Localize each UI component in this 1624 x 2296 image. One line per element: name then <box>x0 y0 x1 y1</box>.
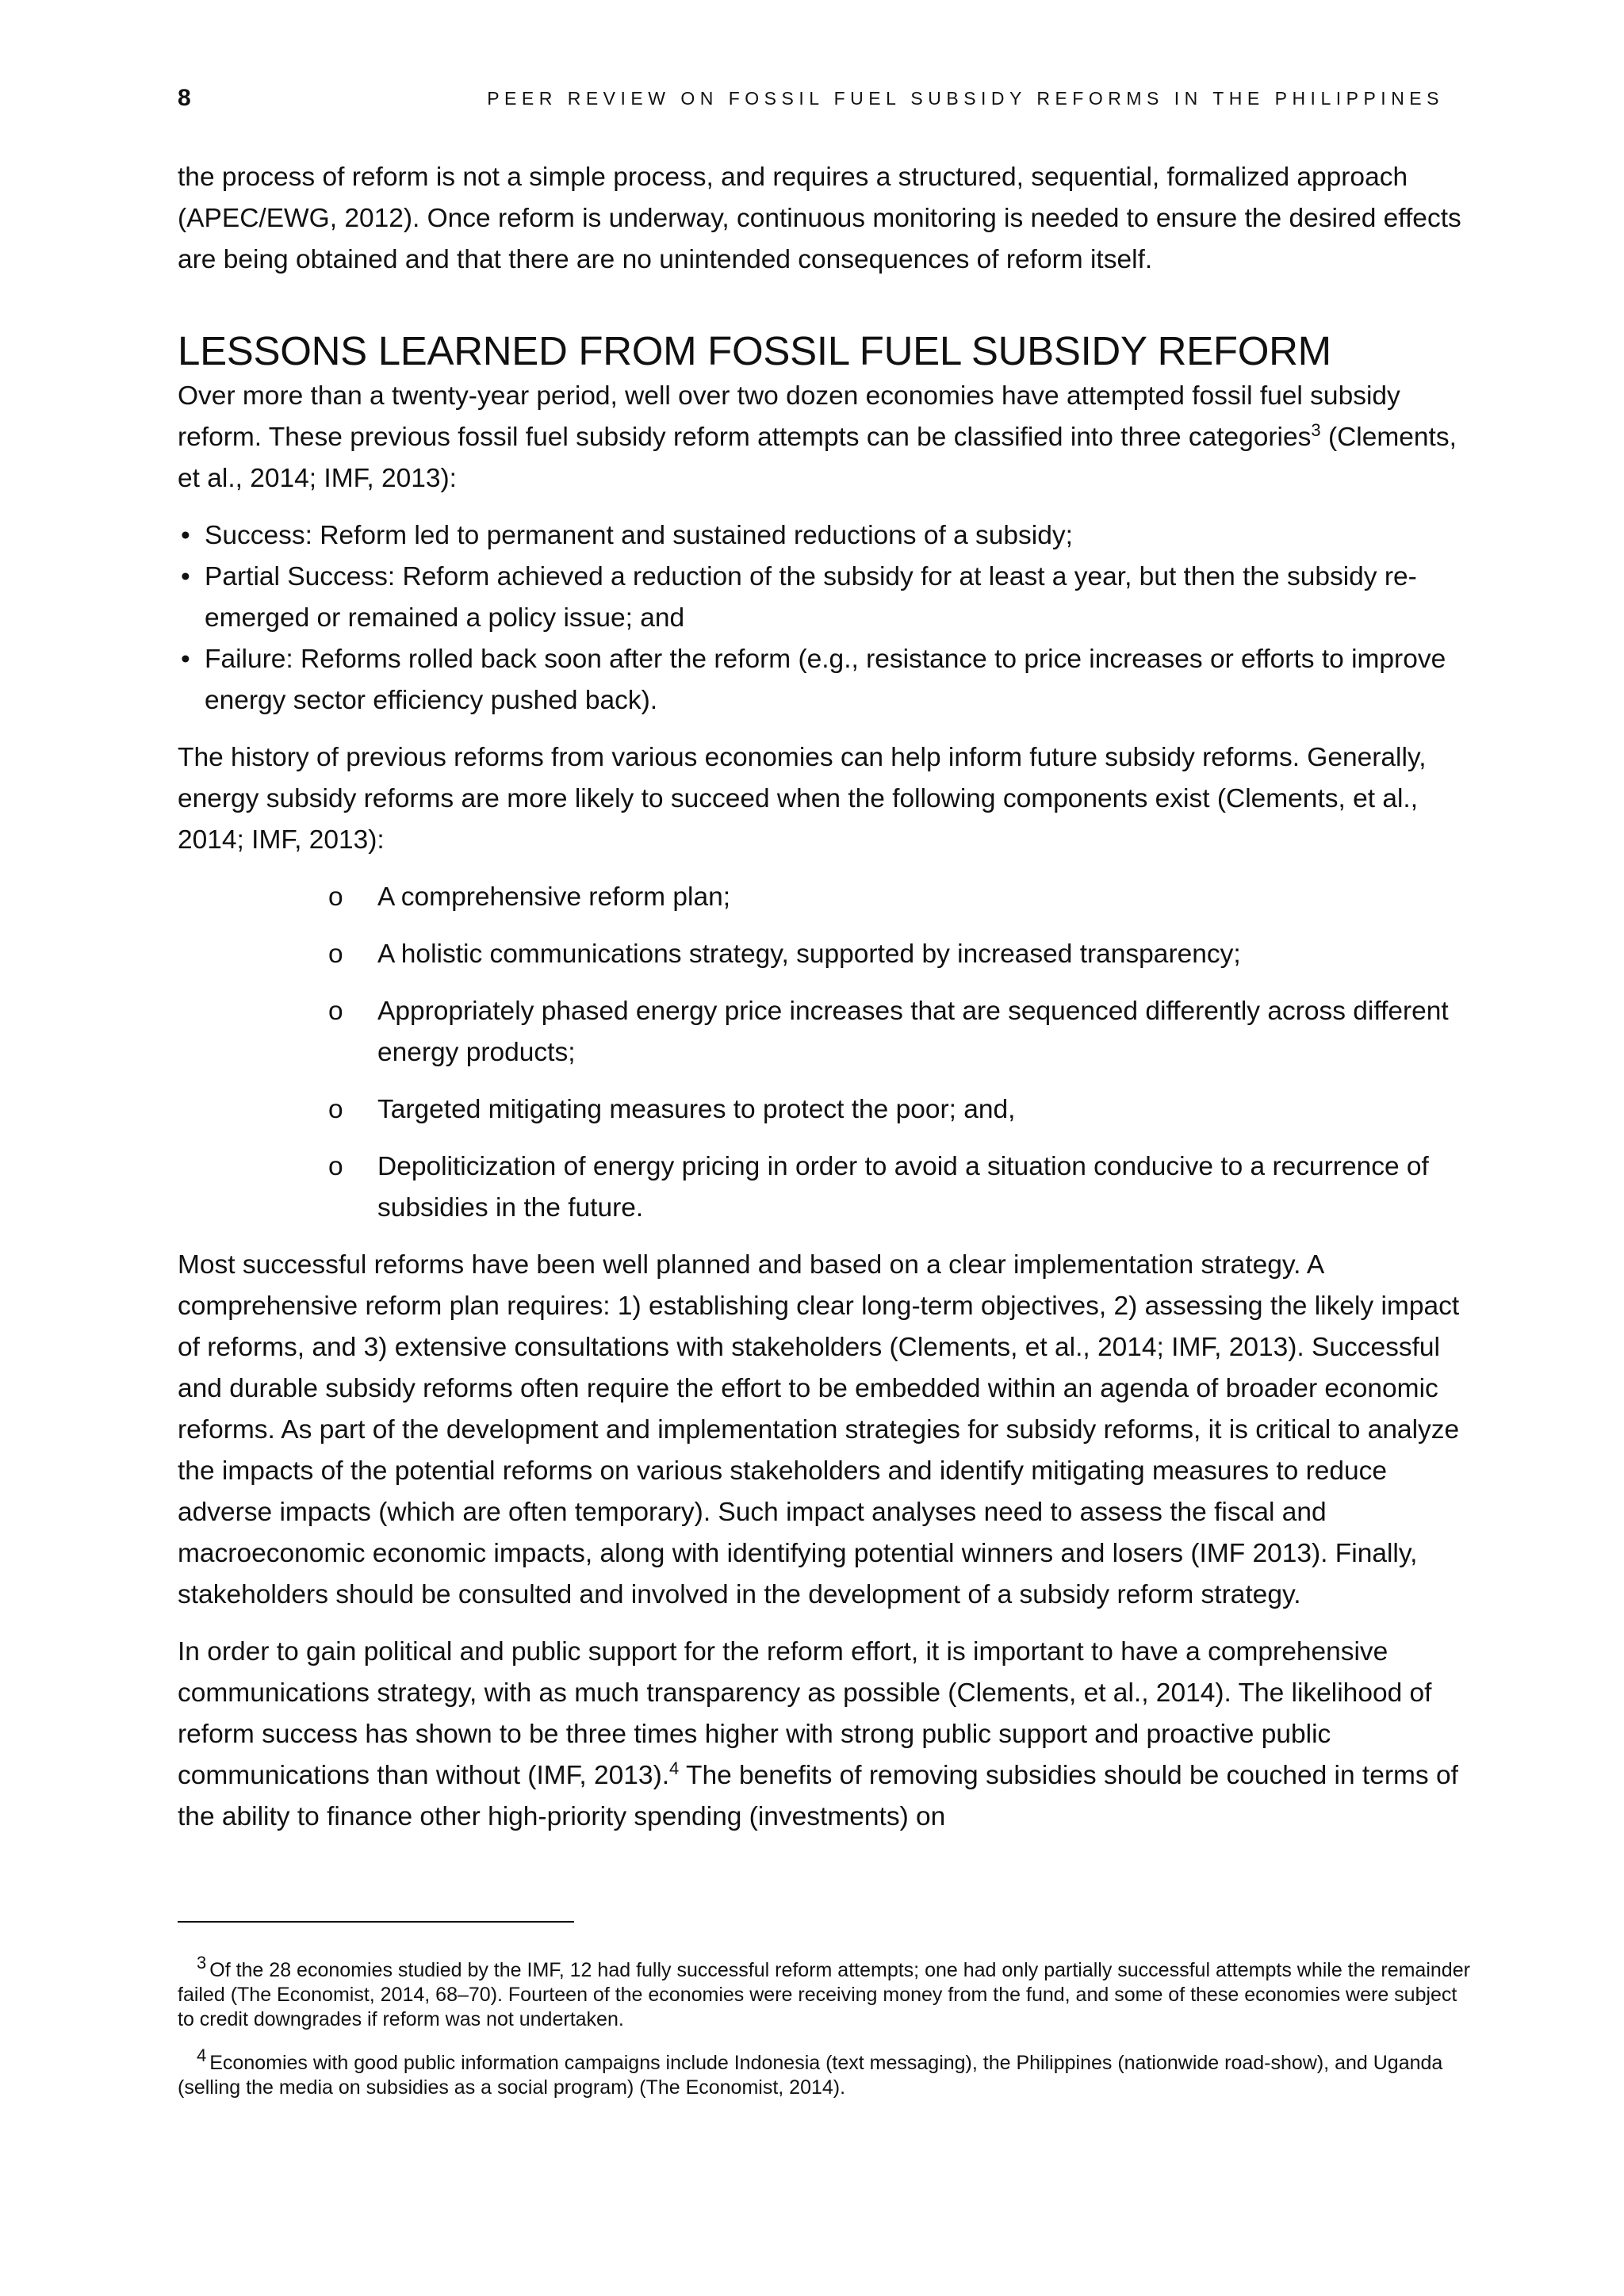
footnotes <box>178 1953 1470 2119</box>
paragraph-history: The history of previous reforms from various economies can help inform future subsidy reforms. Generally, energy subsidy reforms are more likely to succeed when the following components exist (Clements, et al., 2014; IMF, 2013): <box>178 743 1427 855</box>
footnote-3 <box>178 1953 1470 2032</box>
footnote-4 <box>178 2045 1470 2100</box>
paragraph-communications <box>178 1632 1470 1838</box>
list-item-text: Appropriately phased energy price increases that are sequenced differently across different energy products; <box>377 997 1449 1067</box>
footnote-marker: 3 <box>197 1953 207 1973</box>
bullet-icon: • <box>181 562 190 591</box>
paragraph-categories <box>178 376 1470 499</box>
footnote-text: Of the 28 economies studied by the IMF, 12 had fully successful reform attempts; one had only partially successful attempts while the remainder failed (The Economist, 2014, 68–70). Fourteen of the economies were receiving money from the fund, and some of these economies were subject to credit downgrades if reform was not undertaken. <box>178 1959 1470 2030</box>
paragraph-communications-continued: The benefits of removing subsidies should be couched in terms of the ability to finance other high-priority spending (investments) on <box>178 1761 1458 1831</box>
list-item <box>178 934 1470 975</box>
bullet-icon: • <box>181 521 190 550</box>
list-item-text: Success: Reform led to permanent and sustained reductions of a subsidy; <box>205 521 1073 550</box>
circle-bullet-icon: o <box>328 997 343 1026</box>
list-item-text: Targeted mitigating measures to protect the poor; and, <box>377 1095 1016 1124</box>
footnote-text: Economies with good public information campaigns include Indonesia (text messaging), the Philippines (nationwide road-show), and Uganda (selling the media on subsidies as a social program) (The Economist, 2014). <box>178 2052 1443 2099</box>
footnote-divider <box>178 1921 574 1923</box>
circle-bullet-icon: o <box>328 939 343 969</box>
body-text <box>178 157 1470 1854</box>
paragraph-categories-citation: (Clements, et al., 2014; IMF, 2013): <box>178 423 1457 493</box>
list-item <box>178 515 1470 557</box>
list-item <box>178 557 1470 639</box>
page-number: 8 <box>178 85 191 111</box>
intro-paragraph: the process of reform is not a simple process, and requires a structured, sequential, formalized approach (APEC/EWG, 2012). Once reform is underway, continuous monitoring is needed to ensure the desired effects are being obtained and that there are no unintended consequences of reform itself. <box>178 163 1461 274</box>
list-item-text: A comprehensive reform plan; <box>377 882 731 912</box>
paragraph-communications-text: In order to gain political and public support for the reform effort, it is important to have a comprehensive communications strategy, with as much transparency as possible (Clements, et al., 2014). The likelihood of reform success has shown to be three times higher with strong public support and proactive public communications than without (IMF, 2013). <box>178 1637 1432 1790</box>
footnote-marker: 4 <box>197 2045 207 2065</box>
list-item <box>178 877 1470 918</box>
paragraph-categories-text: Over more than a twenty-year period, well over two dozen economies have attempted fossil fuel subsidy reform. These previous fossil fuel subsidy reform attempts can be classified into three categories <box>178 381 1400 452</box>
list-item-text: Partial Success: Reform achieved a reduction of the subsidy for at least a year, but then the subsidy re-emerged or remained a policy issue; and <box>205 562 1417 633</box>
list-item <box>178 991 1470 1073</box>
footnote-ref-4[interactable]: 4 <box>669 1758 680 1778</box>
circle-bullet-icon: o <box>328 882 343 912</box>
circle-bullet-icon: o <box>328 1095 343 1124</box>
page-header <box>178 82 1444 114</box>
paragraph-planning: Most successful reforms have been well planned and based on a clear implementation strategy. A comprehensive reform plan requires: 1) establishing clear long-term objectives, 2) assessing the likely impact of reforms, and 3) extensive consultations with stakeholders (Clements, et al., 2014; IMF, 2013). Successful and durable subsidy reforms often require the effort to be embedded within an agenda of broader economic reforms. As part of the development and implementation strategies for subsidy reforms, it is critical to analyze the impacts of the potential reforms on various stakeholders and identify mitigating measures to reduce adverse impacts (which are often temporary). Such impact analyses need to assess the fiscal and macroeconomic economic impacts, along with identifying potential winners and losers (IMF 2013). Finally, stakeholders should be consulted and involved in the development of a subsidy reform strategy. <box>178 1250 1460 1609</box>
list-item-text: Failure: Reforms rolled back soon after the reform (e.g., resistance to price increases or efforts to improve energy sector efficiency pushed back). <box>205 645 1446 715</box>
footnote-ref-3[interactable]: 3 <box>1311 420 1321 440</box>
list-item <box>178 1089 1470 1131</box>
running-title: PEER REVIEW ON FOSSIL FUEL SUBSIDY REFORMS IN THE PHILIPPINES <box>487 88 1444 109</box>
list-item-text: A holistic communications strategy, supported by increased transparency; <box>377 939 1241 969</box>
list-item-text: Depoliticization of energy pricing in order to avoid a situation conducive to a recurrence of subsidies in the future. <box>377 1152 1429 1223</box>
circle-bullet-icon: o <box>328 1152 343 1181</box>
bullet-icon: • <box>181 645 190 674</box>
components-list <box>178 877 1470 1229</box>
section-heading: LESSONS LEARNED FROM FOSSIL FUEL SUBSIDY REFORM <box>178 328 1331 373</box>
list-item <box>178 1146 1470 1229</box>
outcome-list <box>178 515 1470 721</box>
list-item <box>178 639 1470 721</box>
